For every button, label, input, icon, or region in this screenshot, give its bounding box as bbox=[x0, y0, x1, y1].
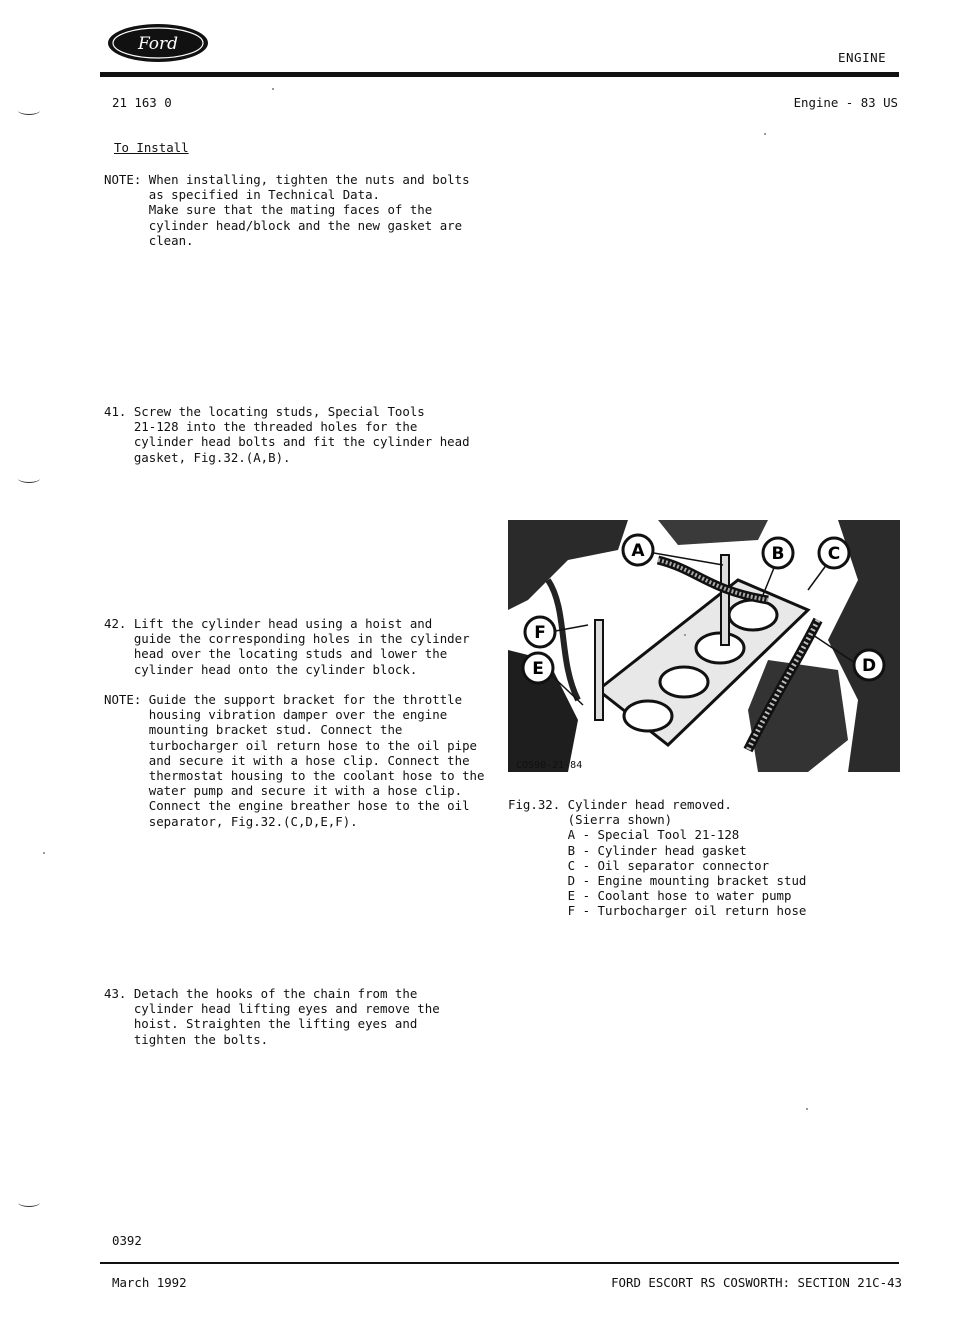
svg-text:C: C bbox=[827, 544, 841, 564]
scan-speck bbox=[806, 1108, 808, 1110]
cylinder-head-photo bbox=[508, 520, 900, 772]
scan-speck bbox=[684, 634, 686, 636]
svg-text:B: B bbox=[771, 544, 785, 564]
scan-speck bbox=[764, 133, 766, 135]
section-heading: To Install bbox=[114, 140, 189, 155]
svg-text:Ford: Ford bbox=[137, 34, 179, 54]
figure-caption: Fig.32. Cylinder head removed. (Sierra shown) A - Special Tool 21-128 B - Cylinder head gasket C - Oil separator connector D - Engine mounting bracket stud E - Coolant hose to water pump F - Turbocharger oil return hose bbox=[508, 797, 807, 919]
footer-rule bbox=[100, 1262, 899, 1264]
scan-speck bbox=[43, 852, 45, 854]
svg-text:A: A bbox=[631, 541, 645, 561]
binder-mark bbox=[18, 474, 40, 483]
step-43: 43. Detach the hooks of the chain from the cylinder head lifting eyes and remove the hoist. Straighten the lifting eyes and tighten the bolts. bbox=[104, 986, 440, 1047]
step-42: 42. Lift the cylinder head using a hoist and guide the corresponding holes in the cylinder head over the locating studs and lower the cylinder head onto the cylinder block. bbox=[104, 616, 470, 677]
install-note: NOTE: When installing, tighten the nuts and bolts as specified in Technical Data. Make sure that the mating faces of the cylinder head/block and the new gasket are clean. bbox=[104, 172, 470, 248]
ford-logo bbox=[106, 22, 210, 64]
svg-text:D: D bbox=[861, 656, 877, 676]
section-title: ENGINE bbox=[838, 50, 887, 65]
page-number: 0392 bbox=[112, 1233, 142, 1248]
svg-text:F: F bbox=[534, 623, 546, 643]
document-code: 21 163 0 bbox=[112, 95, 172, 110]
svg-text:E: E bbox=[532, 659, 544, 679]
publication-date: March 1992 bbox=[112, 1275, 187, 1290]
scan-speck bbox=[272, 88, 274, 90]
engine-variant: Engine - 83 US bbox=[793, 95, 898, 110]
manual-section-title: FORD ESCORT RS COSWORTH: SECTION 21C-43 bbox=[611, 1275, 902, 1290]
binder-mark bbox=[18, 1198, 40, 1207]
svg-text:COS90-21-84: COS90-21-84 bbox=[516, 760, 583, 771]
bracket-note: NOTE: Guide the support bracket for the throttle housing vibration damper over the engine mounting bracket stud. Connect the turbocharger oil return hose to the oil pipe and secure it with a hose clip. Connect the thermostat housing to the coolant hose to the water pump and secure it with a hose clip. Connect the engine breather hose to the oil separator, Fig.32.(C,D,E,F). bbox=[104, 692, 485, 829]
step-41: 41. Screw the locating studs, Special Tools 21-128 into the threaded holes for the cylinder head bolts and fit the cylinder head gasket, Fig.32.(A,B). bbox=[104, 404, 470, 465]
binder-mark bbox=[18, 106, 40, 115]
header-rule bbox=[100, 72, 899, 77]
